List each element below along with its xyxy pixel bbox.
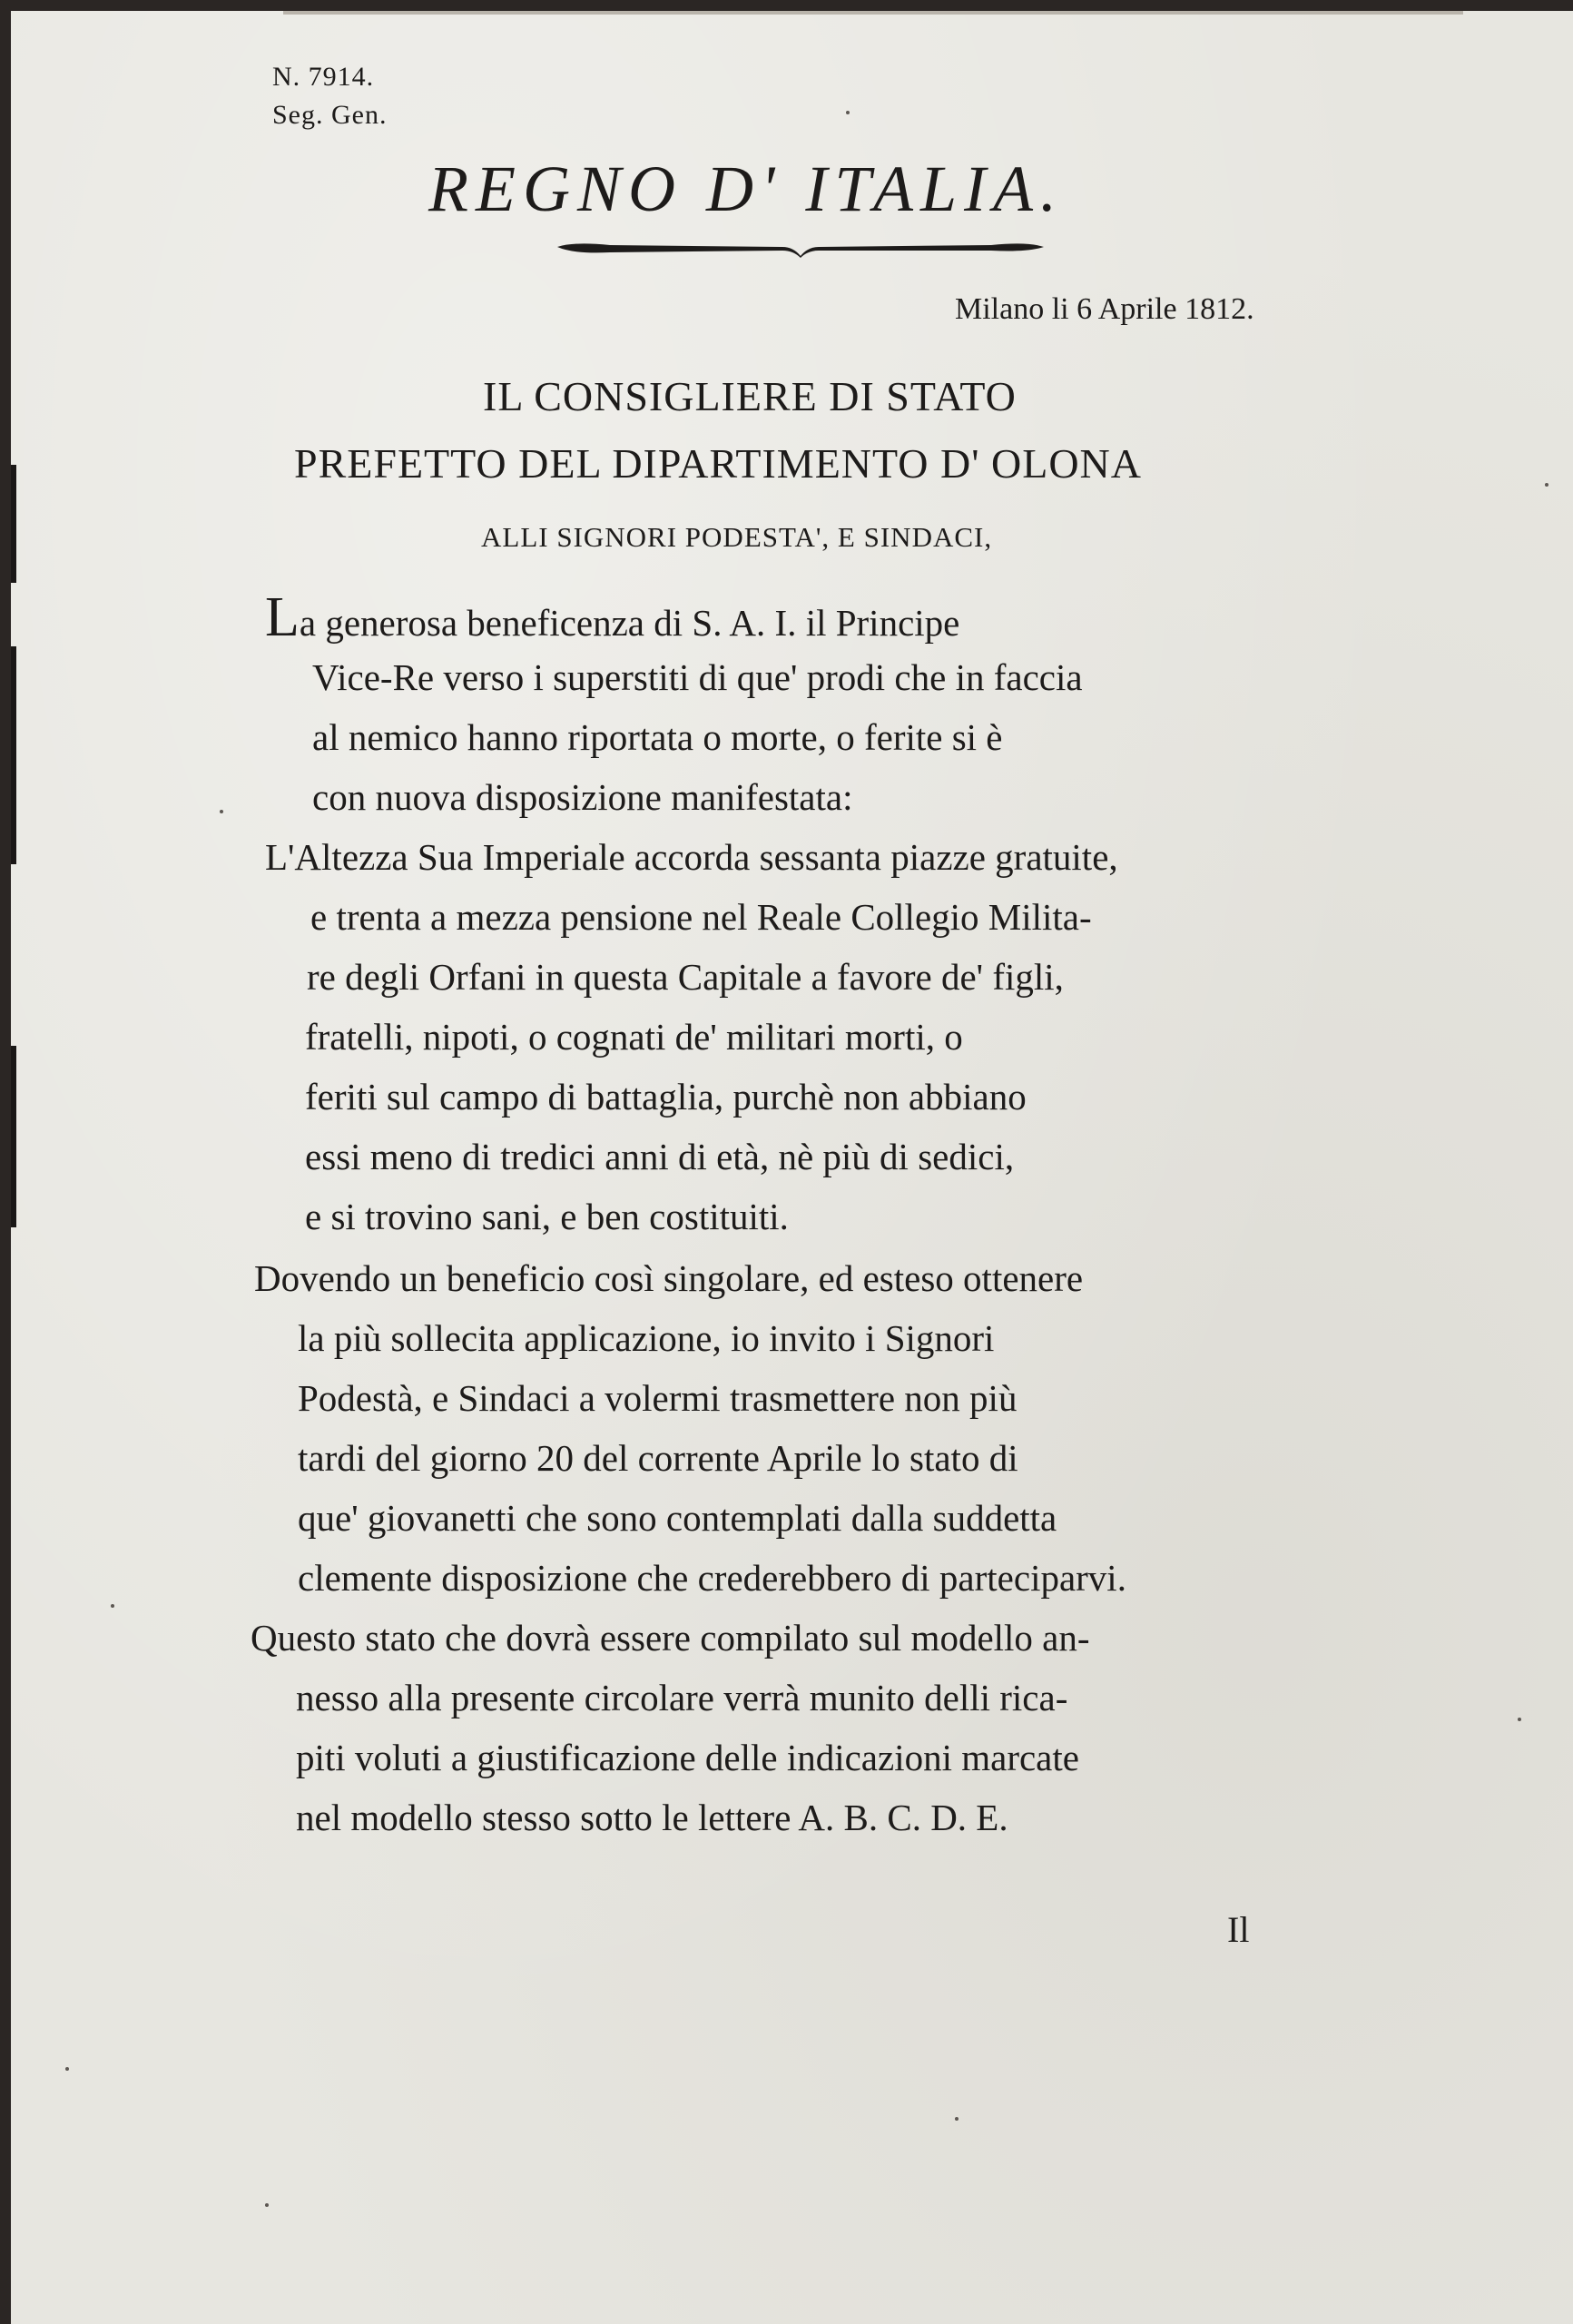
body-line: essi meno di tredici anni di età, nè più di sedici, bbox=[305, 1136, 1015, 1177]
body-line: e trenta a mezza pensione nel Reale Collegio Milita- bbox=[310, 896, 1092, 938]
paper-speck bbox=[1518, 1718, 1521, 1721]
body-line: tardi del giorno 20 del corrente Aprile lo stato di bbox=[298, 1437, 1018, 1479]
body-line: clemente disposizione che crederebbero di parteciparvi. bbox=[298, 1557, 1126, 1599]
body-line-text: a generosa beneficenza di S. A. I. il Principe bbox=[299, 602, 960, 644]
paper-speck bbox=[111, 1604, 114, 1608]
body-line: Questo stato che dovrà essere compilato sul modello an- bbox=[251, 1617, 1090, 1659]
reference-office: Seg. Gen. bbox=[272, 100, 388, 130]
paper-speck bbox=[846, 111, 850, 114]
page-top-edge bbox=[283, 11, 1463, 15]
document-page bbox=[11, 11, 1573, 2324]
addressee-line: ALLI SIGNORI PODESTA', E SINDACI, bbox=[481, 521, 993, 553]
body-line: e si trovino sani, e ben costituiti. bbox=[305, 1196, 789, 1237]
body-line: que' giovanetti che sono contemplati dalla suddetta bbox=[298, 1497, 1057, 1539]
reference-block bbox=[272, 58, 387, 134]
body-line: fratelli, nipoti, o cognati de' militari morti, o bbox=[305, 1016, 963, 1058]
issuer-title: IL CONSIGLIERE DI STATO bbox=[483, 373, 1017, 419]
drop-cap: L bbox=[265, 586, 300, 648]
binding-mark bbox=[11, 1046, 16, 1227]
paper-speck bbox=[65, 2067, 69, 2071]
body-line: re degli Orfani in questa Capitale a favore de' figli, bbox=[307, 956, 1064, 998]
body-line: Dovendo un beneficio così singolare, ed esteso ottenere bbox=[254, 1257, 1084, 1299]
reference-number: N. 7914. bbox=[272, 62, 375, 92]
body-line bbox=[265, 586, 1341, 648]
paper-speck bbox=[955, 2117, 959, 2121]
title-flourish-ornament bbox=[555, 238, 1046, 260]
paper-speck bbox=[1545, 483, 1548, 487]
paper-speck bbox=[265, 2203, 269, 2207]
body-line: Vice-Re verso i superstiti di que' prodi che in faccia bbox=[312, 656, 1083, 698]
catchword: Il bbox=[1227, 1909, 1250, 1950]
body-line: Podestà, e Sindaci a volermi trasmettere non più bbox=[298, 1377, 1018, 1419]
body-line: feriti sul campo di battaglia, purchè non abbiano bbox=[305, 1076, 1027, 1118]
body-line: nesso alla presente circolare verrà munito delli rica- bbox=[296, 1677, 1068, 1718]
body-line: piti voluti a giustificazione delle indicazioni marcate bbox=[296, 1737, 1079, 1778]
body-line: con nuova disposizione manifestata: bbox=[312, 776, 853, 818]
document-title: REGNO D' ITALIA. bbox=[428, 153, 1065, 225]
binding-mark bbox=[11, 465, 16, 583]
paper-speck bbox=[220, 810, 223, 813]
issuer-department: PREFETTO DEL DIPARTIMENTO D' OLONA bbox=[294, 440, 1142, 487]
body-line: al nemico hanno riportata o morte, o ferite si è bbox=[312, 716, 1003, 758]
body-line: nel modello stesso sotto le lettere A. B. C. D. E. bbox=[296, 1797, 1008, 1838]
document-date: Milano li 6 Aprile 1812. bbox=[955, 292, 1254, 326]
body-line: la più sollecita applicazione, io invito i Signori bbox=[298, 1317, 995, 1359]
binding-mark bbox=[11, 646, 16, 864]
body-line: L'Altezza Sua Imperiale accorda sessanta piazze gratuite, bbox=[265, 836, 1118, 878]
